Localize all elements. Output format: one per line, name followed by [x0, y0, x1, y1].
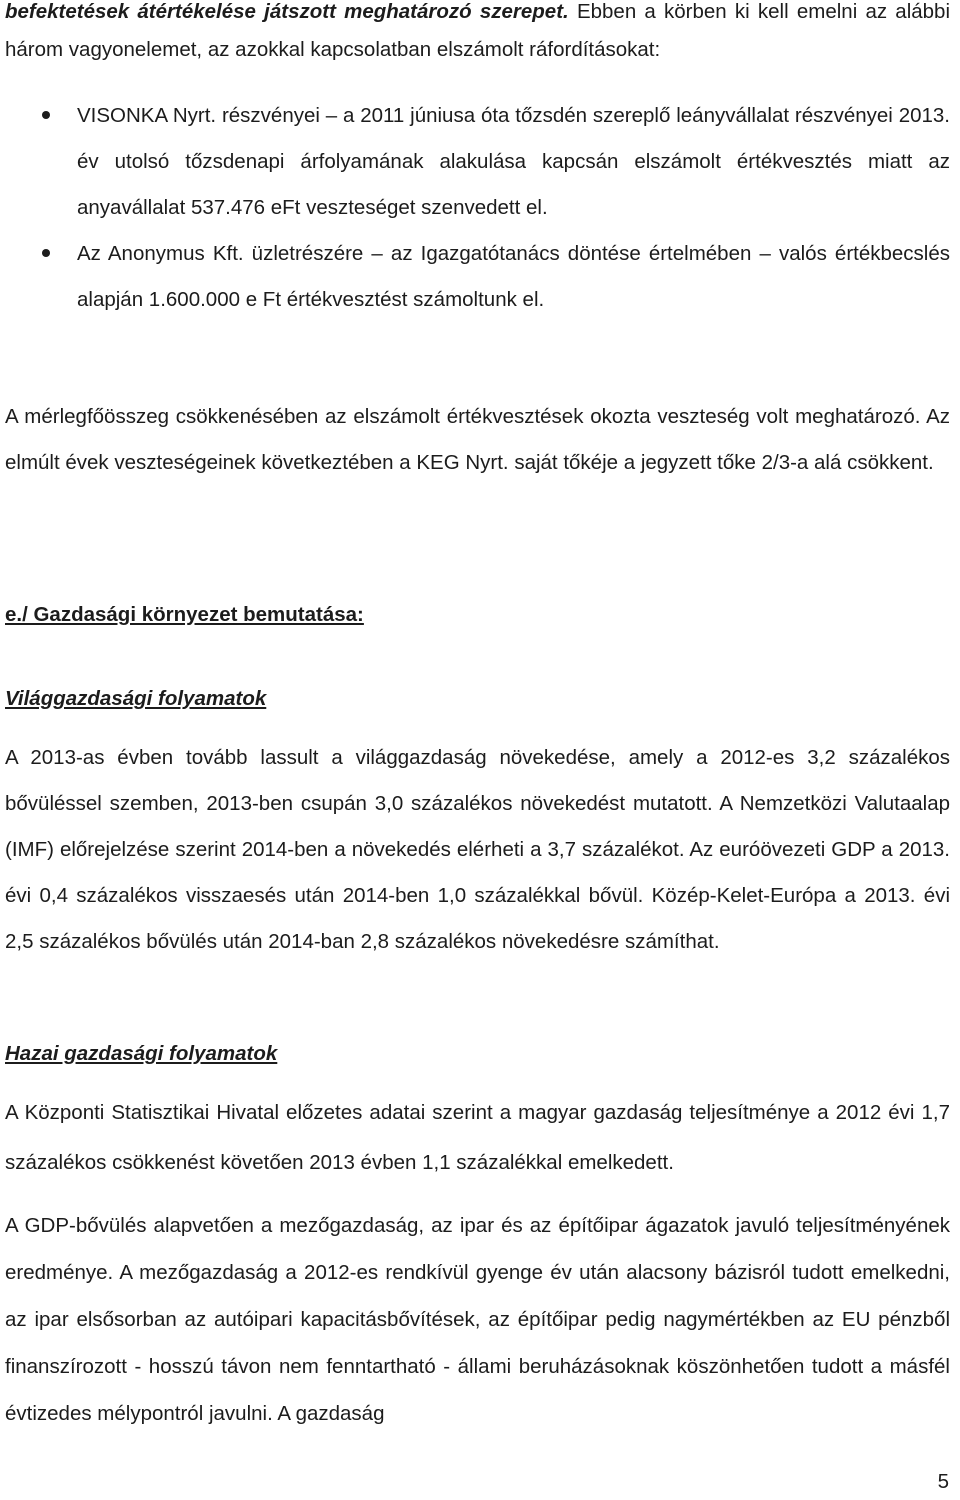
bullet-icon: [42, 111, 50, 119]
balance-sheet-paragraph: A mérlegfőösszeg csökkenésében az elszámolt értékvesztések okozta veszteség volt meghatározó. Az elmúlt évek veszteségeinek következtében a KEG Nyrt. saját tőkéje a jegyzett tőke 2/3-a alá csökkent.: [5, 405, 950, 474]
intro-text: Ebben a körben ki kell emelni az alábbi három vagyonelemet, az azokkal kapcsolatban elszámolt ráfordításokat:: [5, 0, 951, 61]
section-heading: e./ Gazdasági környezet bemutatása:: [5, 603, 364, 626]
subheading-domestic-economy: Hazai gazdasági folyamatok: [5, 1042, 278, 1065]
gdp-paragraph: A GDP-bővülés alapvetően a mezőgazdaság, az ipar és az építőipar ágazatok javuló teljesítményének eredménye. A mezőgazdaság a 2012-es rendkívül gyenge év után alacsony bázisról tudott emelkedni, az ipar elsősorban az autóipari kapacitásbővítések, az építőipar pedig nagymértékben az EU pénzből finanszírozott - hosszú távon nem fenntartható - állami beruházásoknak köszönhetően tudott a másfél évtizedes mélypontról javulni. A gazdaság: [5, 1214, 950, 1425]
ksh-paragraph: A Központi Statisztikai Hivatal előzetes adatai szerint a magyar gazdaság teljesítménye a 2012 évi 1,7 százalékos csökkenést követően 2013 évben 1,1 százalékkal emelkedett.: [5, 1101, 950, 1174]
intro-paragraph: [5, 0, 950, 69]
list-item-text: Az Anonymus Kft. üzletrészére – az Igazgatótanács döntése értelmében – valós értékbecslés alapján 1.600.000 e Ft értékvesztést számoltunk el.: [77, 242, 950, 311]
page-number: 5: [937, 1470, 949, 1493]
list-item: [0, 231, 960, 323]
subheading-world-economy: Világgazdasági folyamatok: [5, 687, 267, 710]
world-economy-paragraph: A 2013-as évben tovább lassult a világgazdaság növekedése, amely a 2012-es 3,2 százalékos bővüléssel szemben, 2013-ben csupán 3,0 százalékos növekedést mutatott. A Nemzetközi Valutaalap (IMF) előrejelzése szerint 2014-ben a növekedés elérheti a 3,7 százalékot. Az euróövezeti GDP a 2013. évi 0,4 százalékos visszaesés után 2014-ben 1,0 százalékkal bővül. Közép-Kelet-Európa a 2013. évi 2,5 százalékos bővülés után 2014-ban 2,8 százalékos növekedésre számíthat.: [5, 746, 950, 953]
bullet-icon: [42, 249, 50, 257]
intro-bold-italic-text: befektetések átértékelése játszott meghatározó szerepet.: [5, 0, 569, 23]
list-item: [0, 93, 960, 231]
asset-bullet-list: [0, 93, 960, 323]
list-item-text: VISONKA Nyrt. részvényei – a 2011 júniusa óta tőzsdén szereplő leányvállalat részvényei 2013. év utolsó tőzsdenapi árfolyamának alakulása kapcsán elszámolt értékvesztés miatt az anyavállalat 537.476 eFt veszteséget szenvedett el.: [77, 104, 950, 219]
